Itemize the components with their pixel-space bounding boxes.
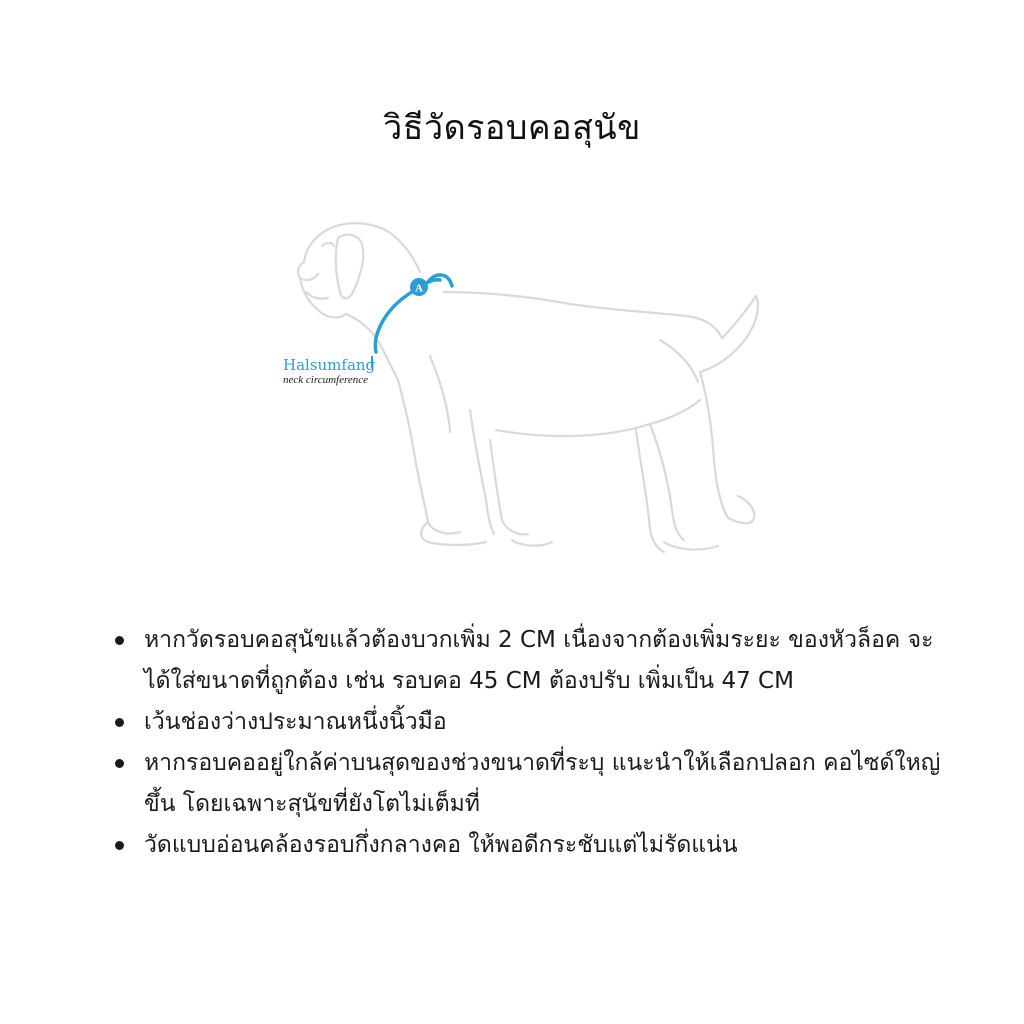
- tip-text: หากวัดรอบคอสุนัขแล้วต้องบวกเพิ่ม 2 CM เนื่องจากต้องเพิ่มระยะ ของหัวล็อค จะได้ใส่ขนาดที่ถูกต้อง เช่น รอบคอ 45 CM ต้องปรับ เพิ่มเป็น 47 CM: [144, 627, 934, 694]
- diagram-label: [283, 358, 375, 386]
- diagram-label-main: Halsumfang: [283, 356, 376, 374]
- marker-a-letter: A: [415, 282, 423, 295]
- tips-list: [112, 620, 942, 866]
- measure-curve: [375, 280, 440, 352]
- list-item: [112, 825, 942, 866]
- diagram-label-sub: neck circumference: [283, 374, 368, 386]
- bullet-icon: [115, 759, 124, 768]
- tip-text: หากรอบคออยู่ใกล้ค่าบนสุดของช่วงขนาดที่ระบุ แนะนำให้เลือกปลอก คอไซด์ใหญ่ขึ้น โดยเฉพาะสุนัขที่ยังโตไม่เต็มที่: [144, 750, 941, 817]
- list-item: [112, 702, 942, 743]
- bullet-icon: [115, 841, 124, 850]
- bullet-icon: [115, 718, 124, 727]
- list-item: [112, 620, 942, 702]
- page-title: วิธีวัดรอบคอสุนัข: [383, 108, 641, 148]
- bullet-icon: [115, 636, 124, 645]
- dog-outline: [298, 223, 758, 552]
- list-item: [112, 743, 942, 825]
- tip-text: เว้นช่องว่างประมาณหนึ่งนิ้วมือ: [144, 709, 447, 735]
- tip-text: วัดแบบอ่อนคล้องรอบกึ่งกลางคอ ให้พอดีกระชับแต่ไม่รัดแน่น: [144, 832, 738, 858]
